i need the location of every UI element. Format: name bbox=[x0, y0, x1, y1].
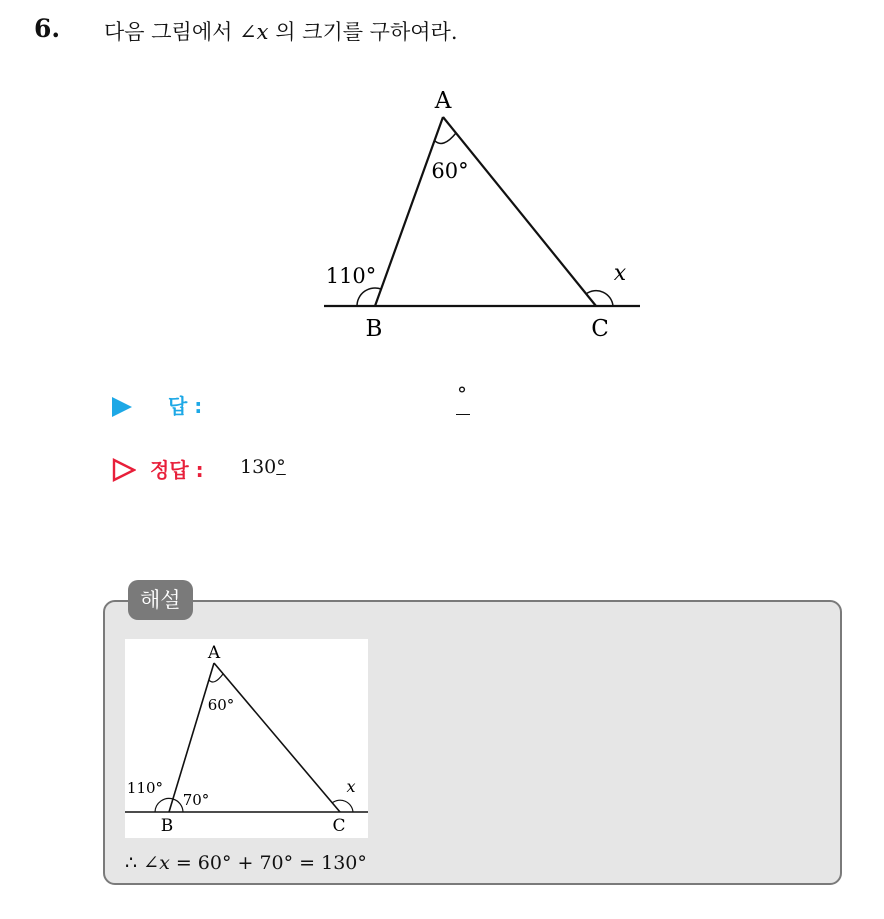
angle-a-label: 60° bbox=[431, 159, 469, 183]
solution-tab: 해설 bbox=[128, 580, 193, 620]
correct-label: 정답 : bbox=[150, 458, 204, 482]
solution-figure bbox=[125, 639, 368, 838]
solution-angle-b-int-arc bbox=[173, 799, 183, 812]
solution-side-ac bbox=[214, 663, 340, 812]
correct-number: 130 bbox=[240, 456, 277, 478]
solution-eq-rest: = 60° + 70° = 130° bbox=[169, 852, 367, 874]
solution-eq-prefix: ∴ ∠ bbox=[125, 852, 160, 874]
side-ac bbox=[443, 117, 596, 306]
angle-x-label: x bbox=[613, 261, 627, 286]
question-number: 6. bbox=[34, 14, 61, 43]
solution-angle-x-label: x bbox=[346, 777, 356, 796]
solution-angle-b-int-label: 70° bbox=[182, 791, 210, 809]
correct-value bbox=[240, 456, 286, 478]
correct-answer-row bbox=[112, 454, 492, 488]
question-text-after: 의 크기를 구하여라. bbox=[268, 20, 458, 44]
solution-angle-b-ext-label: 110° bbox=[126, 779, 164, 797]
solution-eq-variable: x bbox=[159, 852, 170, 874]
solution-vertex-b-label: B bbox=[160, 816, 174, 836]
solution-equation bbox=[125, 852, 367, 874]
solution-vertex-a-label: A bbox=[207, 643, 221, 663]
triangle-figure bbox=[0, 0, 884, 360]
question-text-before: 다음 그림에서 ∠ bbox=[104, 20, 257, 44]
question-variable: x bbox=[256, 20, 269, 44]
play-triangle-icon bbox=[112, 397, 132, 417]
answer-label: 답 : bbox=[168, 394, 203, 418]
vertex-b-label: B bbox=[365, 316, 383, 342]
solution-triangle bbox=[125, 639, 368, 838]
angle-b-label: 110° bbox=[325, 264, 377, 288]
outline-triangle-icon bbox=[112, 458, 136, 482]
solution-angle-a-label: 60° bbox=[207, 696, 235, 714]
answer-blank-line[interactable] bbox=[456, 414, 470, 415]
solution-side-ab bbox=[169, 663, 214, 812]
vertex-c-label: C bbox=[591, 316, 609, 342]
vertex-a-label: A bbox=[434, 88, 452, 114]
solution-vertex-c-label: C bbox=[332, 816, 346, 836]
answer-unit: ° bbox=[457, 382, 467, 406]
answer-row bbox=[112, 382, 492, 424]
correct-unit: ° bbox=[276, 456, 286, 478]
side-ab bbox=[375, 117, 443, 306]
